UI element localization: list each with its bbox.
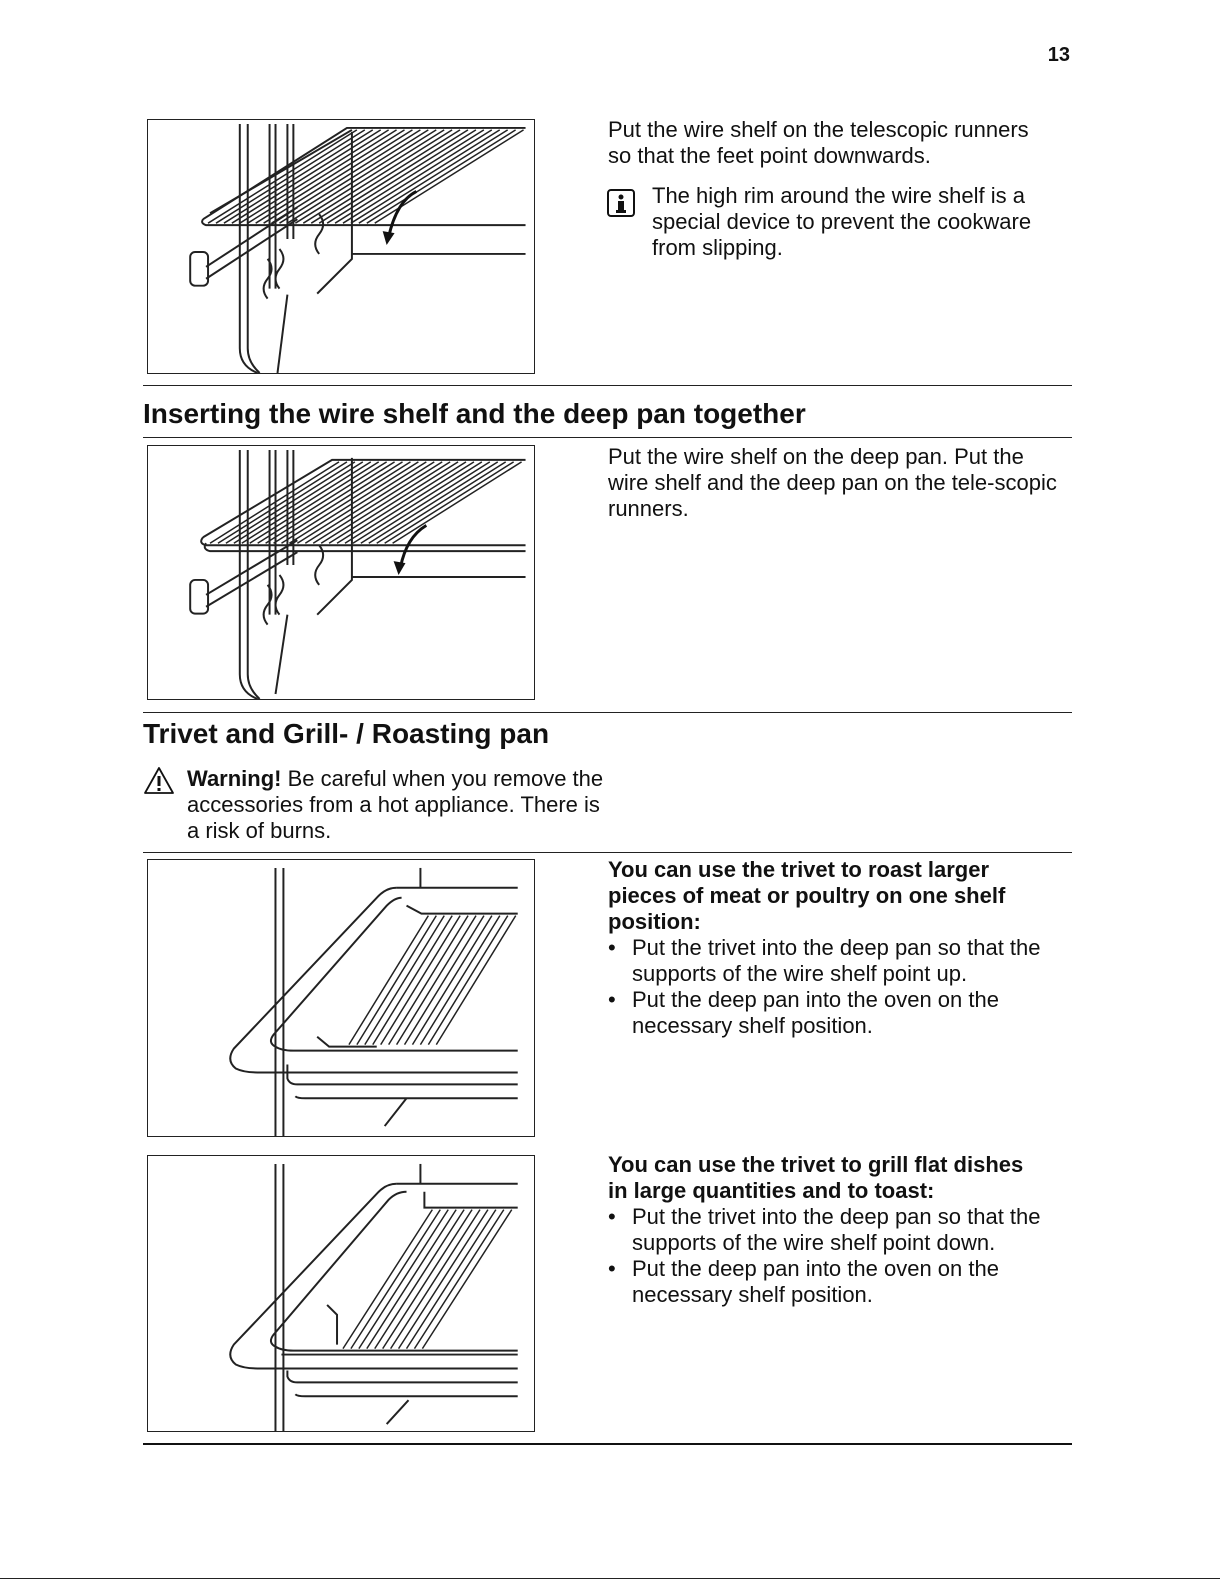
shelf-rib xyxy=(337,462,466,543)
figure-trivet-supports-up xyxy=(147,859,535,1137)
warning-text-block xyxy=(187,766,607,844)
trivet-block-2-list xyxy=(608,1204,1048,1308)
divider xyxy=(143,852,1072,853)
shelf-rib xyxy=(281,462,410,543)
warning-text: Be careful when you remove the accessories from a hot appliance. There is a risk of burns. xyxy=(187,766,604,843)
wire-shelf-illustration xyxy=(148,120,534,373)
shelf-rib xyxy=(377,462,506,543)
shelf-rib xyxy=(369,462,498,543)
shelf-rib xyxy=(313,462,442,543)
section-heading-trivet: Trivet and Grill- / Roasting pan xyxy=(143,718,550,749)
shelf-rib xyxy=(345,462,474,543)
list-item: • Put the trivet into the deep pan so that the supports of the wire shelf point down. xyxy=(608,1204,1048,1256)
list-item: • Put the deep pan into the oven on the necessary shelf position. xyxy=(608,987,1048,1039)
shelf-rib xyxy=(226,462,355,543)
shelf-rib xyxy=(361,462,490,543)
page-edge-line xyxy=(0,1578,1220,1579)
trivet-block-2-lead: You can use the trivet to grill flat dishes in large quantities and to toast: xyxy=(608,1152,1024,1203)
wire-shelf-deep-pan-illustration xyxy=(148,446,534,699)
list-item: • Put the deep pan into the oven on the necessary shelf position. xyxy=(608,1256,1048,1308)
divider xyxy=(143,385,1072,386)
shelf-rib xyxy=(218,462,347,543)
trivet-block-1-lead: You can use the trivet to roast larger pieces of meat or poultry on one shelf position: xyxy=(608,857,1006,934)
shelf-rib xyxy=(295,130,444,223)
wire-shelf-instruction xyxy=(608,117,1058,169)
shelf-rib xyxy=(397,916,476,1045)
trivet-block-2 xyxy=(608,1152,1048,1308)
warning-label: Warning! xyxy=(187,766,282,791)
curved-arrow-icon xyxy=(389,191,417,237)
shelf-rib xyxy=(210,462,339,543)
trivet-block-1 xyxy=(608,857,1048,1039)
deep-pan-instruction: Put the wire shelf on the deep pan. Put the wire shelf and the deep pan on the tele-scopic runners. xyxy=(608,444,1057,521)
info-icon xyxy=(606,188,636,218)
shelf-rib xyxy=(393,462,522,543)
shelf-rib xyxy=(329,462,458,543)
shelf-rib xyxy=(258,462,387,543)
divider xyxy=(143,712,1072,713)
shelf-rib xyxy=(287,130,436,223)
figure-wire-shelf-deep-pan xyxy=(147,445,535,700)
shelf-rib xyxy=(385,462,514,543)
shelf-rib xyxy=(297,462,426,543)
warning-triangle-icon xyxy=(143,766,175,796)
shelf-rib xyxy=(303,130,452,223)
page-number: 13 xyxy=(1047,44,1070,66)
shelf-rib xyxy=(279,130,428,223)
wire-shelf-instruction-text: Put the wire shelf on the telescopic runners so that the feet point downwards. xyxy=(608,117,1029,168)
divider xyxy=(143,437,1072,438)
shelf-rib xyxy=(321,462,450,543)
figure-trivet-supports-down xyxy=(147,1155,535,1432)
shelf-rib xyxy=(234,462,363,543)
shelf-rib xyxy=(305,462,434,543)
shelf-rib xyxy=(266,462,395,543)
shelf-rib xyxy=(389,916,468,1045)
section-heading-deep-pan: Inserting the wire shelf and the deep pan together xyxy=(143,398,806,429)
trivet-supports-up-illustration xyxy=(148,860,534,1136)
figure-wire-shelf-runners xyxy=(147,119,535,374)
trivet-supports-down-illustration xyxy=(148,1156,534,1431)
list-item: • Put the trivet into the deep pan so that the supports of the wire shelf point up. xyxy=(608,935,1048,987)
info-note-text: The high rim around the wire shelf is a special device to prevent the cookware from slipping. xyxy=(652,183,1032,260)
trivet-block-1-list xyxy=(608,935,1048,1039)
divider xyxy=(143,1443,1072,1445)
